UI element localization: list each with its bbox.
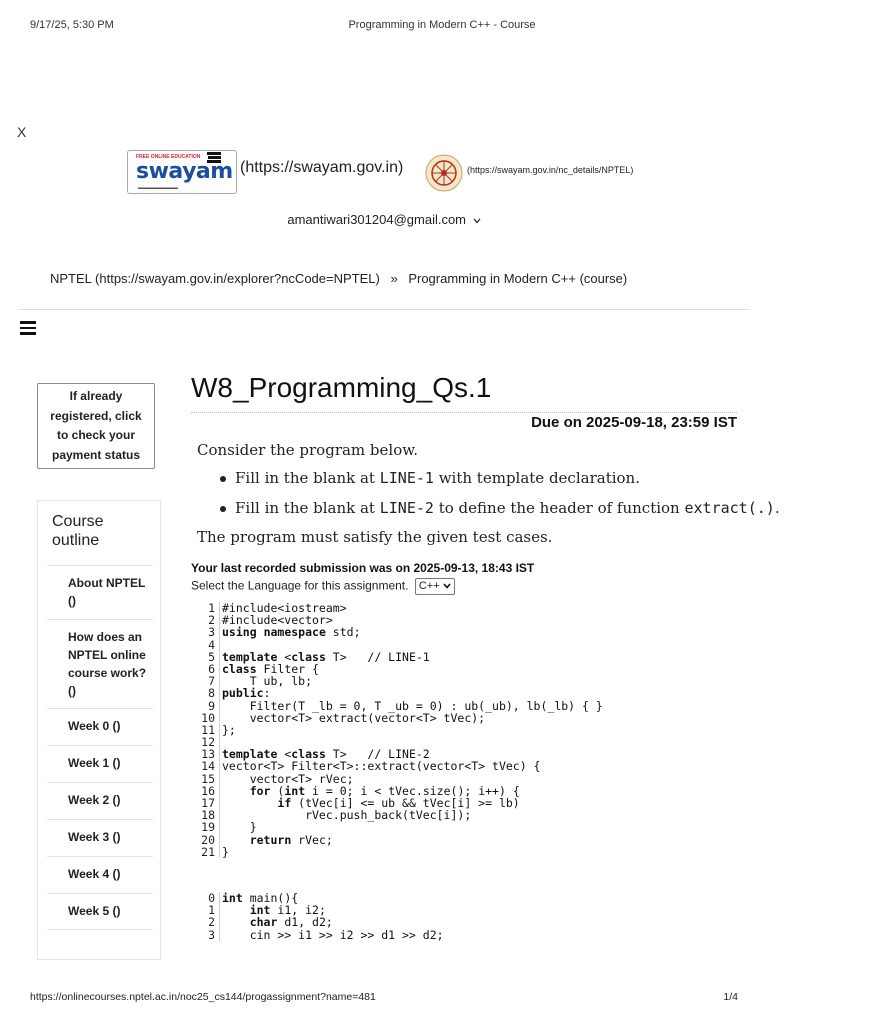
code-text: cin >> i1 >> i2 >> d1 >> d2; xyxy=(222,927,444,942)
line-number: 0 xyxy=(208,891,215,905)
footer-page-number: 1/4 xyxy=(723,991,738,1003)
code-text: #include<iostream> xyxy=(222,601,347,615)
code-line xyxy=(197,687,603,699)
last-submission-text: Your last recorded submission was on 2025-09-13, 18:43 IST xyxy=(191,561,535,575)
language-select-value: C++ xyxy=(418,580,440,592)
line-number: 20 xyxy=(201,832,215,847)
code-line xyxy=(197,712,603,724)
swayam-wordmark: swayam xyxy=(136,159,233,184)
swayam-tagline: ▬▬▬▬▬▬▬▬ xyxy=(138,185,178,191)
code-line xyxy=(197,700,603,712)
code-line xyxy=(197,916,444,928)
sidebar-item-week-3[interactable]: Week 3 () xyxy=(47,819,153,856)
course-outline-title: Course outline xyxy=(52,513,104,549)
line-number: 19 xyxy=(201,820,215,835)
line-number: 13 xyxy=(201,747,215,762)
code-block-template[interactable] xyxy=(197,602,603,858)
code-text: }; xyxy=(222,722,236,737)
print-datetime: 9/17/25, 5:30 PM xyxy=(30,19,114,31)
footer-url: https://onlinecourses.nptel.ac.in/noc25_cs144/progassignment?name=481 xyxy=(30,991,376,1003)
code-line xyxy=(197,760,603,772)
line-number: 10 xyxy=(201,710,215,725)
code-text: T ub, lb; xyxy=(222,674,313,689)
code-text: rVec.push_back(tVec[i]); xyxy=(222,808,472,823)
line-number: 4 xyxy=(208,637,215,652)
code-text: } xyxy=(222,844,229,859)
sidebar-item-week-2[interactable]: Week 2 () xyxy=(47,782,153,819)
line-number: 3 xyxy=(208,927,215,942)
code-text: vector<T> extract(vector<T> tVec); xyxy=(222,710,486,725)
sidebar-item-how-it-works[interactable]: How does an NPTEL online course work? () xyxy=(47,619,153,708)
payment-status-button[interactable]: If already registered, click to check your payment status xyxy=(37,383,155,469)
code-line xyxy=(197,834,603,846)
bullet-icon xyxy=(220,506,226,512)
code-text: template <class T> // LINE-1 xyxy=(222,649,430,664)
language-prompt: Select the Language for this assignment. xyxy=(191,578,409,593)
line-number: 2 xyxy=(208,915,215,930)
divider xyxy=(18,309,750,310)
swayam-logo-banner: FREE ONLINE EDUCATION xyxy=(136,154,201,160)
swayam-logo[interactable] xyxy=(127,150,237,194)
code-text: class Filter { xyxy=(222,661,319,676)
code-text: int i1, i2; xyxy=(249,903,326,918)
chevron-down-icon xyxy=(473,218,481,224)
sidebar-item-week-0[interactable]: Week 0 () xyxy=(47,708,153,745)
line-number: 15 xyxy=(201,771,215,786)
line-number: 9 xyxy=(208,698,215,713)
code-line xyxy=(197,846,603,858)
bullet-icon xyxy=(220,476,226,482)
code-text: for (int i = 0; i < tVec.size(); i++) { xyxy=(249,783,520,798)
code-text: char d1, d2; xyxy=(249,915,333,930)
line-number: 11 xyxy=(201,722,215,737)
code-text: public: xyxy=(222,686,271,701)
line-number: 1 xyxy=(208,601,215,615)
sidebar-item-week-5[interactable]: Week 5 () xyxy=(47,893,153,930)
line-number: 16 xyxy=(201,783,215,798)
line-number: 12 xyxy=(201,735,215,750)
close-button[interactable]: X xyxy=(17,124,27,140)
code-line xyxy=(197,724,603,736)
line-number: 7 xyxy=(208,674,215,689)
breadcrumb-root-link[interactable]: NPTEL (https://swayam.gov.in/explorer?ncCode=NPTEL) xyxy=(50,271,380,286)
print-page-title: Programming in Modern C++ - Course xyxy=(348,19,536,31)
assignment-title: W8_Programming_Qs.1 xyxy=(191,372,492,403)
language-select[interactable] xyxy=(415,578,455,595)
sidebar-item-about-nptel[interactable]: About NPTEL () xyxy=(47,565,153,619)
breadcrumb xyxy=(50,271,627,286)
line-number: 8 xyxy=(208,686,215,701)
line-number: 1 xyxy=(208,903,215,918)
due-date: Due on 2025-09-18, 23:59 IST xyxy=(531,414,737,431)
line-number: 5 xyxy=(208,649,215,664)
line-number: 3 xyxy=(208,625,215,640)
code-text: #include<vector> xyxy=(222,613,333,628)
question-bullet-1: Fill in the blank at LINE-1 with template declaration. xyxy=(235,469,640,487)
code-text: template <class T> // LINE-2 xyxy=(222,747,430,762)
question-bullet-2: Fill in the blank at LINE-2 to define the header of function extract(.). xyxy=(235,499,780,517)
line-number: 17 xyxy=(201,796,215,810)
code-line xyxy=(197,809,603,821)
user-email: amantiwari301204@gmail.com xyxy=(287,212,467,227)
sidebar-item-week-4[interactable]: Week 4 () xyxy=(47,856,153,893)
line-number: 21 xyxy=(201,844,215,859)
code-text: Filter(T _lb = 0, T _ub = 0) : ub(_ub), lb(_lb) { } xyxy=(222,698,603,713)
code-text: } xyxy=(222,820,257,835)
breadcrumb-separator: » xyxy=(390,271,398,286)
line-number: 18 xyxy=(201,808,215,823)
breadcrumb-current[interactable]: Programming in Modern C++ (course) xyxy=(408,271,628,286)
sidebar-item-week-1[interactable]: Week 1 () xyxy=(47,745,153,782)
hamburger-menu-icon[interactable] xyxy=(20,321,36,335)
question-outro: The program must satisfy the given test cases. xyxy=(197,528,553,546)
nptel-logo-icon[interactable] xyxy=(425,154,463,192)
line-number: 2 xyxy=(208,613,215,628)
code-line xyxy=(197,929,444,941)
code-text: return rVec; xyxy=(249,832,333,847)
line-number: 6 xyxy=(208,661,215,676)
nptel-link[interactable]: (https://swayam.gov.in/nc_details/NPTEL) xyxy=(467,165,634,175)
chevron-down-icon xyxy=(443,583,451,589)
code-text: if (tVec[i] <= ub && tVec[i] >= lb) xyxy=(277,796,520,810)
title-divider xyxy=(191,412,737,413)
swayam-link[interactable]: (https://swayam.gov.in) xyxy=(240,159,404,176)
user-menu[interactable] xyxy=(0,212,768,227)
line-number: 14 xyxy=(201,759,215,774)
code-line xyxy=(197,626,603,638)
language-row xyxy=(191,578,455,595)
code-text: vector<T> Filter<T>::extract(vector<T> tVec) { xyxy=(222,759,541,774)
code-text: vector<T> rVec; xyxy=(222,771,354,786)
code-text: using namespace std; xyxy=(222,625,361,640)
question-intro: Consider the program below. xyxy=(197,441,419,459)
code-text: int main(){ xyxy=(222,891,299,905)
code-block-main[interactable] xyxy=(197,892,444,941)
